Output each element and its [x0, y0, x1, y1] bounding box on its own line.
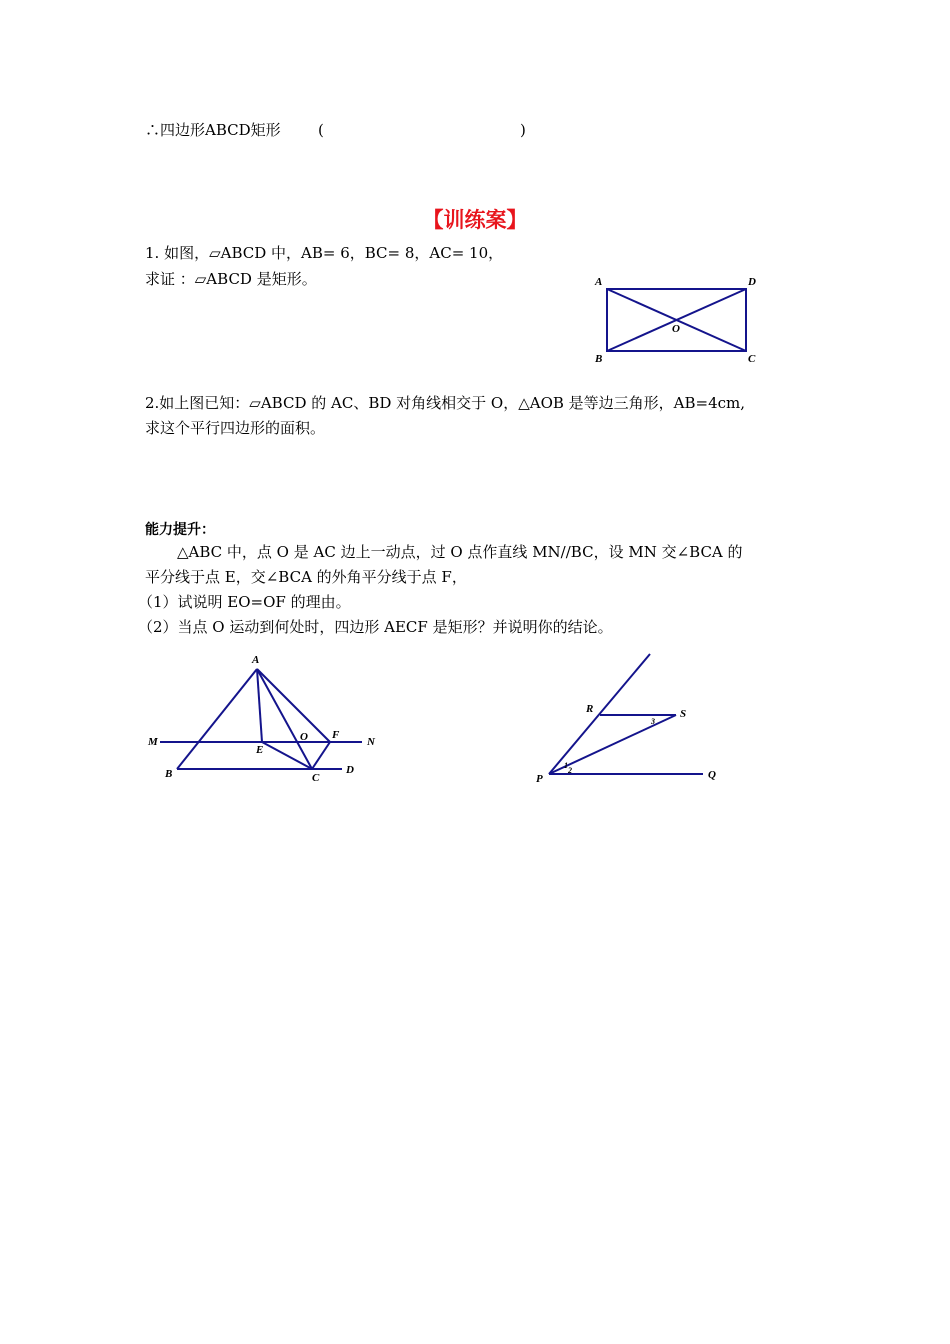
q2-line2: 求这个平行四边形的面积。 — [145, 419, 326, 437]
label-angle-2: 2 — [568, 766, 572, 775]
triangle-figure — [140, 650, 390, 790]
label-angle-1: 1 — [564, 761, 568, 770]
label-d: D — [346, 764, 354, 776]
label-d: D — [748, 276, 756, 288]
ability-line4: （2）当点 O 运动到何处时，四边形 AECF 是矩形？并说明你的结论。 — [138, 618, 613, 636]
line-ab — [177, 669, 257, 769]
q1-line2: 求证 ：▱ABCD 是矩形。 — [145, 270, 317, 288]
paren-close: ) — [520, 121, 526, 139]
label-n: N — [367, 736, 375, 748]
ability-line1: △ABC 中，点 O 是 AC 边上一动点，过 O 点作直线 MN//BC，设 MN 交∠BCA 的 — [177, 543, 743, 561]
label-p: P — [536, 773, 543, 785]
ability-heading: 能力提升： — [145, 522, 215, 538]
label-o: O — [672, 323, 680, 335]
line-ae — [257, 669, 262, 742]
label-q: Q — [708, 769, 716, 781]
q1-line1: 1. 如图，▱ABCD 中，AB= 6，BC= 8，AC= 10， — [145, 244, 504, 262]
label-c: C — [748, 353, 756, 365]
section-title: 【训练案】 — [422, 208, 528, 232]
ability-line2: 平分线于点 E，交∠BCA 的外角平分线于点 F， — [145, 568, 467, 586]
label-o: O — [300, 731, 308, 743]
label-e: E — [256, 744, 264, 756]
label-f: F — [332, 729, 340, 741]
ability-line3: （1）试说明 EO=OF 的理由。 — [138, 593, 351, 611]
angle-figure — [530, 650, 730, 790]
q2-line1: 2.如上图已知：▱ABCD 的 AC、BD 对角线相交于 O，△AOB 是等边三角形，AB=4cm, — [145, 394, 746, 412]
label-a: A — [595, 276, 603, 288]
label-a: A — [252, 654, 260, 666]
label-m: M — [148, 736, 158, 748]
line-fc — [312, 742, 330, 769]
label-b: B — [595, 353, 603, 365]
rectangle-figure — [590, 275, 770, 370]
label-s: S — [680, 708, 687, 720]
label-b: B — [165, 768, 173, 780]
label-angle-3: 3 — [651, 717, 655, 726]
label-r: R — [586, 703, 594, 715]
label-c: C — [312, 772, 320, 784]
paren-open: ( — [318, 121, 324, 139]
line-af — [257, 669, 330, 742]
conclusion-text: ∴四边形ABCD矩形 — [145, 121, 281, 139]
